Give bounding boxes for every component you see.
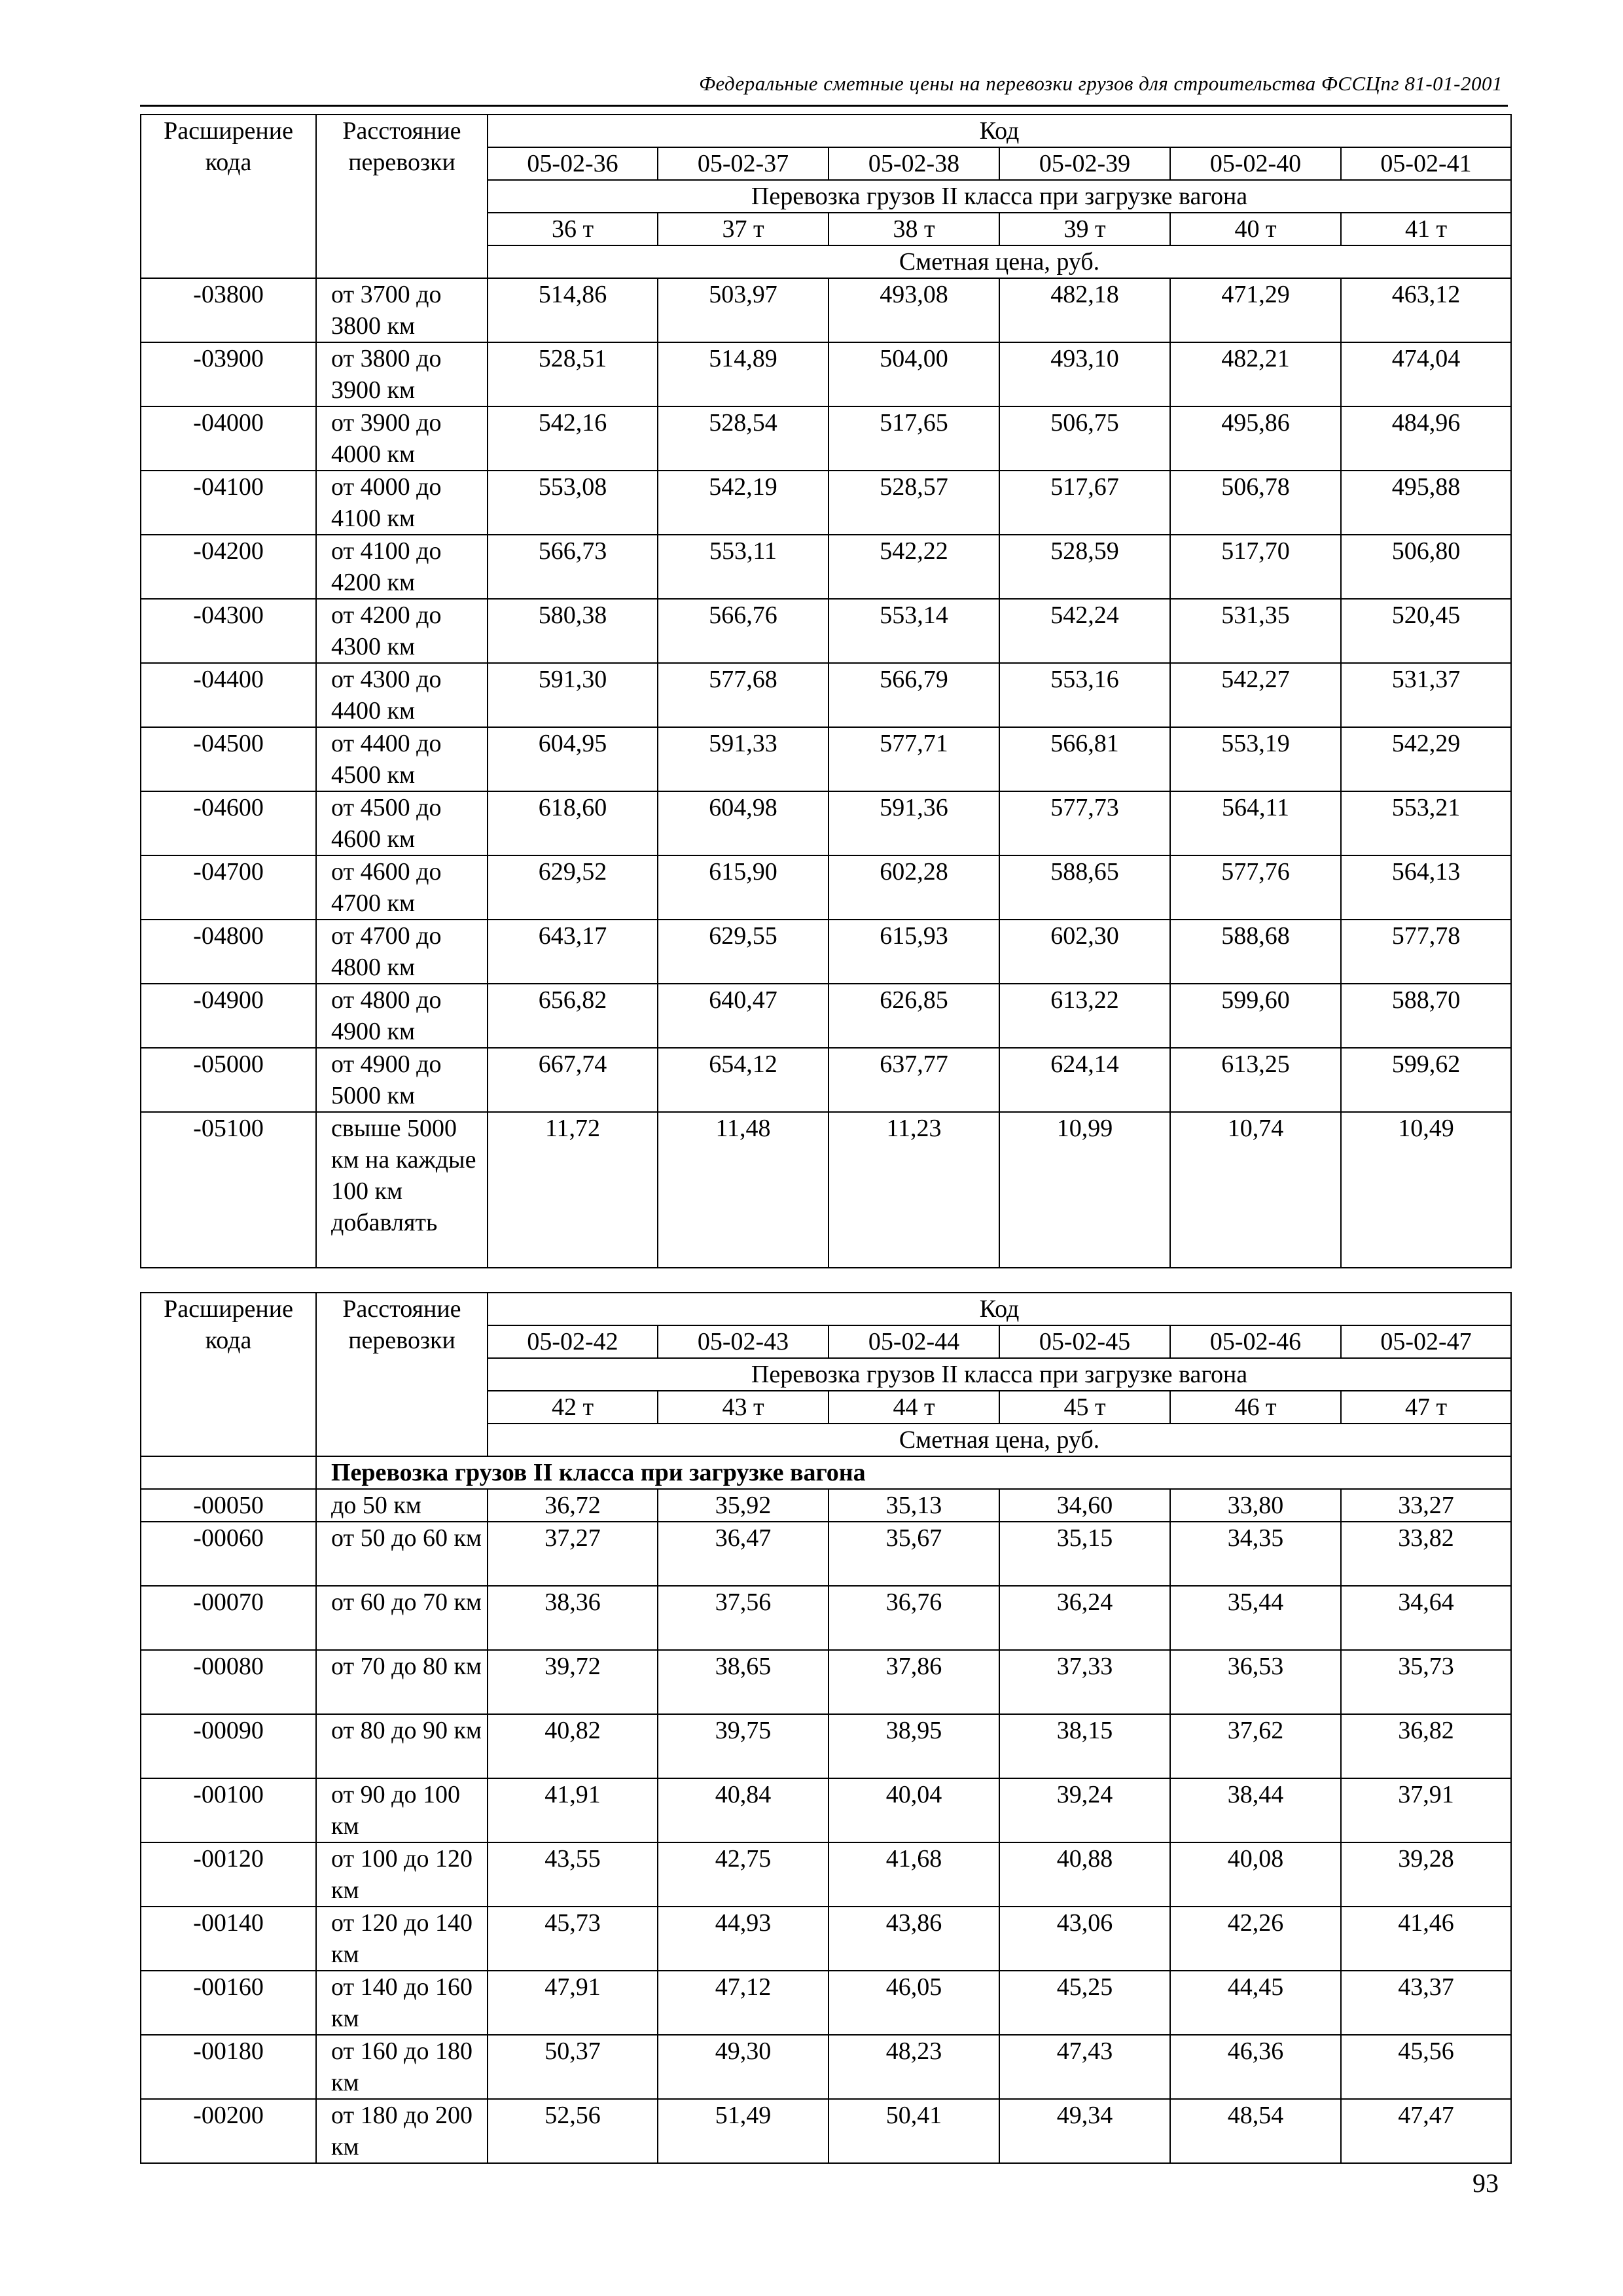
price-value: 604,98 <box>658 791 829 855</box>
distance-range: от 50 до 60 км <box>316 1522 488 1586</box>
price-value: 50,41 <box>829 2099 999 2163</box>
price-value: 48,54 <box>1170 2099 1341 2163</box>
price-value: 506,80 <box>1341 535 1511 599</box>
price-value: 47,12 <box>658 1971 829 2035</box>
price-value: 36,24 <box>999 1586 1170 1650</box>
price-value: 542,16 <box>488 406 658 471</box>
table-row <box>141 1971 1511 2035</box>
price-value: 588,70 <box>1341 984 1511 1048</box>
header-row <box>141 115 1511 147</box>
tonnage-cell: 36 т <box>488 213 658 245</box>
distance-range: от 4000 до 4100 км <box>316 471 488 535</box>
price-value: 36,53 <box>1170 1650 1341 1714</box>
extension-code: -03800 <box>141 278 316 342</box>
tonnage-cell: 40 т <box>1170 213 1341 245</box>
extension-code: -04100 <box>141 471 316 535</box>
price-value: 10,74 <box>1170 1112 1341 1268</box>
distance-range: от 4700 до 4800 км <box>316 920 488 984</box>
price-value: 528,51 <box>488 342 658 406</box>
price-value: 43,55 <box>488 1842 658 1907</box>
extension-code: -04700 <box>141 855 316 920</box>
distance-range: от 120 до 140 км <box>316 1907 488 1971</box>
price-value: 553,21 <box>1341 791 1511 855</box>
extension-code: -00160 <box>141 1971 316 2035</box>
price-value: 36,82 <box>1341 1714 1511 1778</box>
price-value: 577,76 <box>1170 855 1341 920</box>
distance-range: от 4500 до 4600 км <box>316 791 488 855</box>
price-value: 40,08 <box>1170 1842 1341 1907</box>
table-row <box>141 1650 1511 1714</box>
table-row <box>141 1522 1511 1586</box>
price-value: 48,23 <box>829 2035 999 2099</box>
price-value: 38,15 <box>999 1714 1170 1778</box>
code-cell: 05-02-37 <box>658 147 829 180</box>
extension-code: -04000 <box>141 406 316 471</box>
price-value: 580,38 <box>488 599 658 663</box>
price-value: 542,22 <box>829 535 999 599</box>
extension-code: -04200 <box>141 535 316 599</box>
price-value: 43,37 <box>1341 1971 1511 2035</box>
distance-range: от 4800 до 4900 км <box>316 984 488 1048</box>
distance-range: от 3900 до 4000 км <box>316 406 488 471</box>
price-value: 577,73 <box>999 791 1170 855</box>
price-value: 667,74 <box>488 1048 658 1112</box>
price-value: 35,44 <box>1170 1586 1341 1650</box>
distance-range: от 70 до 80 км <box>316 1650 488 1714</box>
extension-code: -00050 <box>141 1489 316 1522</box>
price-table-2 <box>140 1292 1512 2164</box>
price-label: Сметная цена, руб. <box>488 1424 1511 1456</box>
price-value: 38,95 <box>829 1714 999 1778</box>
table-row <box>141 535 1511 599</box>
price-value: 591,33 <box>658 727 829 791</box>
price-value: 604,95 <box>488 727 658 791</box>
table-row <box>141 278 1511 342</box>
price-value: 615,93 <box>829 920 999 984</box>
code-cell: 05-02-46 <box>1170 1325 1341 1358</box>
table-row <box>141 1112 1511 1268</box>
price-label: Сметная цена, руб. <box>488 245 1511 278</box>
distance-range: от 3700 до 3800 км <box>316 278 488 342</box>
extension-code: -04500 <box>141 727 316 791</box>
price-value: 629,52 <box>488 855 658 920</box>
price-value: 553,08 <box>488 471 658 535</box>
tonnage-cell: 43 т <box>658 1391 829 1424</box>
price-value: 38,36 <box>488 1586 658 1650</box>
table-row <box>141 1778 1511 1842</box>
code-cell: 05-02-38 <box>829 147 999 180</box>
price-value: 43,86 <box>829 1907 999 1971</box>
price-value: 40,84 <box>658 1778 829 1842</box>
table-row <box>141 406 1511 471</box>
header-text: Федеральные сметные цены на перевозки грузов для строительства ФССЦпг 81-01-2001 <box>699 72 1503 95</box>
tonnage-cell: 47 т <box>1341 1391 1511 1424</box>
price-value: 37,33 <box>999 1650 1170 1714</box>
price-value: 504,00 <box>829 342 999 406</box>
running-header <box>140 69 1508 107</box>
price-value: 51,49 <box>658 2099 829 2163</box>
price-value: 38,65 <box>658 1650 829 1714</box>
price-value: 41,46 <box>1341 1907 1511 1971</box>
price-value: 35,92 <box>658 1489 829 1522</box>
price-value: 45,56 <box>1341 2035 1511 2099</box>
price-value: 493,10 <box>999 342 1170 406</box>
price-value: 517,67 <box>999 471 1170 535</box>
price-value: 506,78 <box>1170 471 1341 535</box>
price-value: 637,77 <box>829 1048 999 1112</box>
price-value: 11,48 <box>658 1112 829 1268</box>
table-row <box>141 1048 1511 1112</box>
column-header-distance: Расстояние перевозки <box>316 1293 488 1456</box>
distance-range: от 180 до 200 км <box>316 2099 488 2163</box>
price-value: 39,24 <box>999 1778 1170 1842</box>
price-value: 39,75 <box>658 1714 829 1778</box>
price-value: 602,28 <box>829 855 999 920</box>
distance-range: от 140 до 160 км <box>316 1971 488 2035</box>
price-value: 602,30 <box>999 920 1170 984</box>
column-header-extension: Расширение кода <box>141 115 316 278</box>
price-value: 566,81 <box>999 727 1170 791</box>
price-value: 542,29 <box>1341 727 1511 791</box>
extension-code: -00200 <box>141 2099 316 2163</box>
price-value: 52,56 <box>488 2099 658 2163</box>
price-value: 35,67 <box>829 1522 999 1586</box>
distance-range: от 60 до 70 км <box>316 1586 488 1650</box>
price-value: 33,82 <box>1341 1522 1511 1586</box>
code-cell: 05-02-42 <box>488 1325 658 1358</box>
price-value: 613,25 <box>1170 1048 1341 1112</box>
price-value: 482,18 <box>999 278 1170 342</box>
table-row <box>141 1489 1511 1522</box>
price-value: 577,71 <box>829 727 999 791</box>
price-value: 591,36 <box>829 791 999 855</box>
extension-code: -00080 <box>141 1650 316 1714</box>
price-value: 599,60 <box>1170 984 1341 1048</box>
price-value: 11,23 <box>829 1112 999 1268</box>
price-value: 40,82 <box>488 1714 658 1778</box>
price-value: 629,55 <box>658 920 829 984</box>
table-row <box>141 1714 1511 1778</box>
price-value: 37,62 <box>1170 1714 1341 1778</box>
price-value: 37,86 <box>829 1650 999 1714</box>
price-value: 553,11 <box>658 535 829 599</box>
price-value: 46,05 <box>829 1971 999 2035</box>
price-value: 41,68 <box>829 1842 999 1907</box>
price-value: 618,60 <box>488 791 658 855</box>
price-value: 37,27 <box>488 1522 658 1586</box>
price-value: 43,06 <box>999 1907 1170 1971</box>
tonnage-cell: 38 т <box>829 213 999 245</box>
price-value: 46,36 <box>1170 2035 1341 2099</box>
price-value: 40,04 <box>829 1778 999 1842</box>
price-value: 35,73 <box>1341 1650 1511 1714</box>
price-table-1 <box>140 114 1512 1268</box>
price-value: 37,91 <box>1341 1778 1511 1842</box>
price-value: 33,80 <box>1170 1489 1341 1522</box>
code-cell: 05-02-44 <box>829 1325 999 1358</box>
price-value: 588,68 <box>1170 920 1341 984</box>
table-row <box>141 599 1511 663</box>
extension-code: -00140 <box>141 1907 316 1971</box>
price-value: 564,11 <box>1170 791 1341 855</box>
table-row <box>141 855 1511 920</box>
extension-code: -00060 <box>141 1522 316 1586</box>
tonnage-cell: 42 т <box>488 1391 658 1424</box>
column-header-distance: Расстояние перевозки <box>316 115 488 278</box>
price-value: 49,34 <box>999 2099 1170 2163</box>
price-value: 41,91 <box>488 1778 658 1842</box>
distance-range: от 90 до 100 км <box>316 1778 488 1842</box>
price-value: 484,96 <box>1341 406 1511 471</box>
price-value: 34,64 <box>1341 1586 1511 1650</box>
extension-code: -04600 <box>141 791 316 855</box>
price-value: 553,19 <box>1170 727 1341 791</box>
price-value: 566,76 <box>658 599 829 663</box>
distance-range: свыше 5000 км на каждые 100 км добавлять <box>316 1112 488 1268</box>
price-value: 495,88 <box>1341 471 1511 535</box>
price-value: 591,30 <box>488 663 658 727</box>
price-value: 42,26 <box>1170 1907 1341 1971</box>
price-value: 36,47 <box>658 1522 829 1586</box>
price-value: 640,47 <box>658 984 829 1048</box>
price-value: 44,93 <box>658 1907 829 1971</box>
table-row <box>141 663 1511 727</box>
price-value: 514,89 <box>658 342 829 406</box>
table-row <box>141 342 1511 406</box>
price-value: 471,29 <box>1170 278 1341 342</box>
price-value: 34,60 <box>999 1489 1170 1522</box>
price-value: 47,47 <box>1341 2099 1511 2163</box>
table-2-body <box>141 1293 1511 2163</box>
code-cell: 05-02-39 <box>999 147 1170 180</box>
price-value: 566,73 <box>488 535 658 599</box>
price-value: 36,76 <box>829 1586 999 1650</box>
table-row <box>141 920 1511 984</box>
price-value: 624,14 <box>999 1048 1170 1112</box>
header-row <box>141 1293 1511 1325</box>
price-value: 10,49 <box>1341 1112 1511 1268</box>
price-value: 36,72 <box>488 1489 658 1522</box>
extension-code: -03900 <box>141 342 316 406</box>
price-value: 503,97 <box>658 278 829 342</box>
price-value: 528,59 <box>999 535 1170 599</box>
tonnage-cell: 45 т <box>999 1391 1170 1424</box>
price-value: 495,86 <box>1170 406 1341 471</box>
price-value: 506,75 <box>999 406 1170 471</box>
extension-code: -00120 <box>141 1842 316 1907</box>
table-row <box>141 791 1511 855</box>
code-cell: 05-02-36 <box>488 147 658 180</box>
price-value: 553,16 <box>999 663 1170 727</box>
price-value: 588,65 <box>999 855 1170 920</box>
code-header: Код <box>488 115 1511 147</box>
extension-code: -00100 <box>141 1778 316 1842</box>
distance-range: от 4100 до 4200 км <box>316 535 488 599</box>
extension-code: -00180 <box>141 2035 316 2099</box>
table-row <box>141 984 1511 1048</box>
price-value: 553,14 <box>829 599 999 663</box>
price-value: 517,65 <box>829 406 999 471</box>
price-value: 47,43 <box>999 2035 1170 2099</box>
table-row <box>141 1842 1511 1907</box>
extension-code: -05100 <box>141 1112 316 1268</box>
distance-range: от 4600 до 4700 км <box>316 855 488 920</box>
column-header-extension: Расширение кода <box>141 1293 316 1456</box>
table-1-body <box>141 115 1511 1268</box>
extension-code: -04800 <box>141 920 316 984</box>
load-label: Перевозка грузов II класса при загрузке вагона <box>488 1358 1511 1391</box>
table-row <box>141 2035 1511 2099</box>
price-value: 49,30 <box>658 2035 829 2099</box>
code-header: Код <box>488 1293 1511 1325</box>
tonnage-cell: 44 т <box>829 1391 999 1424</box>
price-value: 531,35 <box>1170 599 1341 663</box>
price-value: 44,45 <box>1170 1971 1341 2035</box>
code-cell: 05-02-47 <box>1341 1325 1511 1358</box>
price-value: 47,91 <box>488 1971 658 2035</box>
price-value: 474,04 <box>1341 342 1511 406</box>
distance-range: до 50 км <box>316 1489 488 1522</box>
distance-range: от 4300 до 4400 км <box>316 663 488 727</box>
table-row <box>141 2099 1511 2163</box>
distance-range: от 160 до 180 км <box>316 2035 488 2099</box>
price-value: 493,08 <box>829 278 999 342</box>
page-number: 93 <box>1472 2168 1499 2198</box>
price-value: 34,35 <box>1170 1522 1341 1586</box>
price-value: 599,62 <box>1341 1048 1511 1112</box>
price-value: 566,79 <box>829 663 999 727</box>
extension-code: -00070 <box>141 1586 316 1650</box>
section-title: Перевозка грузов II класса при загрузке вагона <box>316 1456 1511 1489</box>
distance-range: от 4900 до 5000 км <box>316 1048 488 1112</box>
price-value: 35,15 <box>999 1522 1170 1586</box>
distance-range: от 4200 до 4300 км <box>316 599 488 663</box>
price-value: 656,82 <box>488 984 658 1048</box>
price-value: 45,73 <box>488 1907 658 1971</box>
tonnage-cell: 37 т <box>658 213 829 245</box>
code-cell: 05-02-40 <box>1170 147 1341 180</box>
code-cell: 05-02-43 <box>658 1325 829 1358</box>
price-value: 39,28 <box>1341 1842 1511 1907</box>
price-value: 514,86 <box>488 278 658 342</box>
price-value: 45,25 <box>999 1971 1170 2035</box>
price-value: 613,22 <box>999 984 1170 1048</box>
price-value: 463,12 <box>1341 278 1511 342</box>
section-empty-cell <box>141 1456 316 1489</box>
price-value: 542,27 <box>1170 663 1341 727</box>
price-value: 520,45 <box>1341 599 1511 663</box>
code-cell: 05-02-45 <box>999 1325 1170 1358</box>
price-value: 40,88 <box>999 1842 1170 1907</box>
price-value: 528,54 <box>658 406 829 471</box>
code-cell: 05-02-41 <box>1341 147 1511 180</box>
extension-code: -00090 <box>141 1714 316 1778</box>
distance-range: от 3800 до 3900 км <box>316 342 488 406</box>
price-value: 38,44 <box>1170 1778 1341 1842</box>
price-value: 528,57 <box>829 471 999 535</box>
table-row <box>141 1586 1511 1650</box>
load-label: Перевозка грузов II класса при загрузке вагона <box>488 180 1511 213</box>
section-row <box>141 1456 1511 1489</box>
price-value: 39,72 <box>488 1650 658 1714</box>
price-value: 482,21 <box>1170 342 1341 406</box>
price-value: 11,72 <box>488 1112 658 1268</box>
extension-code: -04300 <box>141 599 316 663</box>
price-value: 542,19 <box>658 471 829 535</box>
table-row <box>141 727 1511 791</box>
tonnage-cell: 41 т <box>1341 213 1511 245</box>
price-value: 626,85 <box>829 984 999 1048</box>
price-value: 615,90 <box>658 855 829 920</box>
tonnage-cell: 46 т <box>1170 1391 1341 1424</box>
price-value: 654,12 <box>658 1048 829 1112</box>
price-value: 643,17 <box>488 920 658 984</box>
price-value: 531,37 <box>1341 663 1511 727</box>
extension-code: -04900 <box>141 984 316 1048</box>
extension-code: -04400 <box>141 663 316 727</box>
tonnage-cell: 39 т <box>999 213 1170 245</box>
distance-range: от 4400 до 4500 км <box>316 727 488 791</box>
price-value: 35,13 <box>829 1489 999 1522</box>
distance-range: от 100 до 120 км <box>316 1842 488 1907</box>
price-value: 564,13 <box>1341 855 1511 920</box>
price-value: 50,37 <box>488 2035 658 2099</box>
price-value: 37,56 <box>658 1586 829 1650</box>
price-value: 33,27 <box>1341 1489 1511 1522</box>
price-value: 577,78 <box>1341 920 1511 984</box>
price-value: 42,75 <box>658 1842 829 1907</box>
table-row <box>141 1907 1511 1971</box>
distance-range: от 80 до 90 км <box>316 1714 488 1778</box>
extension-code: -05000 <box>141 1048 316 1112</box>
price-value: 517,70 <box>1170 535 1341 599</box>
price-value: 542,24 <box>999 599 1170 663</box>
table-row <box>141 471 1511 535</box>
price-value: 10,99 <box>999 1112 1170 1268</box>
price-value: 577,68 <box>658 663 829 727</box>
